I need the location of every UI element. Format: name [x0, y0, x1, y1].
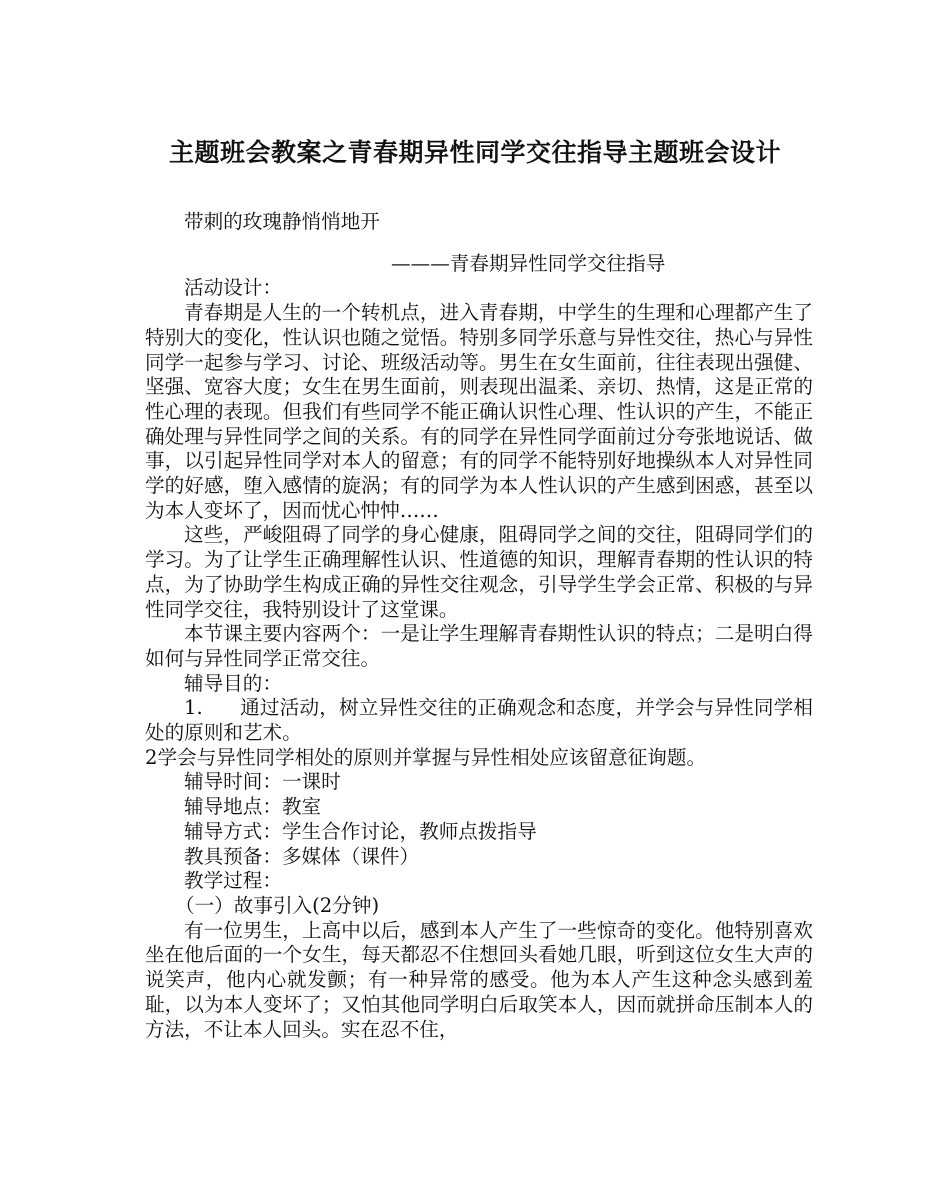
document-body — [145, 210, 813, 1042]
paragraph: 本节课主要内容两个：一是让学生理解青春期性认识的特点；二是明白得如何与异性同学正常交往。 — [145, 622, 813, 670]
subtitle-line: 带刺的玫瑰静悄悄地开 — [184, 210, 380, 233]
section-heading: 辅导目的： — [184, 671, 282, 695]
info-line: 教具预备：多媒体（课件） — [184, 844, 420, 868]
section-heading: 活动设计： — [184, 276, 282, 300]
info-line: 辅导时间：一课时 — [184, 770, 341, 794]
list-text: 通过活动，树立异性交往的正确观念和态度，并学会与异性同学相处的原则和艺术。 — [145, 696, 813, 745]
list-item — [145, 696, 813, 745]
paragraph: 青春期是人生的一个转机点，进入青春期，中学生的生理和心理都产生了特别大的变化，性认识也随之觉悟。特别多同学乐意与异性交往，热心与异性同学一起参与学习、讨论、班级活动等。男生在女生面前，往往表现出强健、坚强、宽容大度；女生在男生面前，则表现出温柔、亲切、热情，这是正常的性心理的表现。但我们有些同学不能正确认识性心理、性认识的产生，不能正确处理与异性同学之间的关系。有的同学在异性同学面前过分夸张地说话、做事，以引起异性同学对本人的留意；有的同学不能特别好地操纵本人对异性同学的好感，堕入感情的旋涡；有的同学为本人性认识的产生感到困惑，甚至以为本人变坏了，因而忧心忡忡…… — [145, 301, 813, 522]
info-line: 辅导地点：教室 — [184, 795, 322, 819]
info-line: 辅导方式：学生合作讨论，教师点拨指导 — [184, 819, 537, 843]
subtitle-dash-line: ———青春期异性同学交往指导 — [391, 251, 666, 275]
list-number: 1. — [184, 696, 203, 720]
paragraph: 有一位男生，上高中以后，感到本人产生了一些惊奇的变化。他特别喜欢坐在他后面的一个女生，每天都忍不住想回头看她几眼，听到这位女生大声的说笑声，他内心就发颤；有一种异常的感受。他为本人产生这种念头感到羞耻，以为本人变坏了；又怕其他同学明白后取笑本人，因而就拼命压制本人的方法，不让本人回头。实在忍不住， — [145, 918, 813, 1041]
paragraph: 这些，严峻阻碍了同学的身心健康，阻碍同学之间的交往，阻碍同学们的学习。为了让学生正确理解性认识、性道德的知识，理解青春期的性认识的特点，为了协助学生构成正确的异性交往观念，引导学生学会正常、积极的与异性同学交往，我特别设计了这堂课。 — [145, 523, 813, 621]
section-heading: 教学过程： — [184, 869, 282, 893]
subsection-heading: （一）故事引入(2分钟) — [175, 893, 380, 917]
list-item: 2学会与异性同学相处的原则并掌握与异性相处应该留意征询题。 — [145, 745, 707, 769]
page-title: 主题班会教案之青春期异性同学交往指导主题班会设计 — [168, 138, 781, 167]
